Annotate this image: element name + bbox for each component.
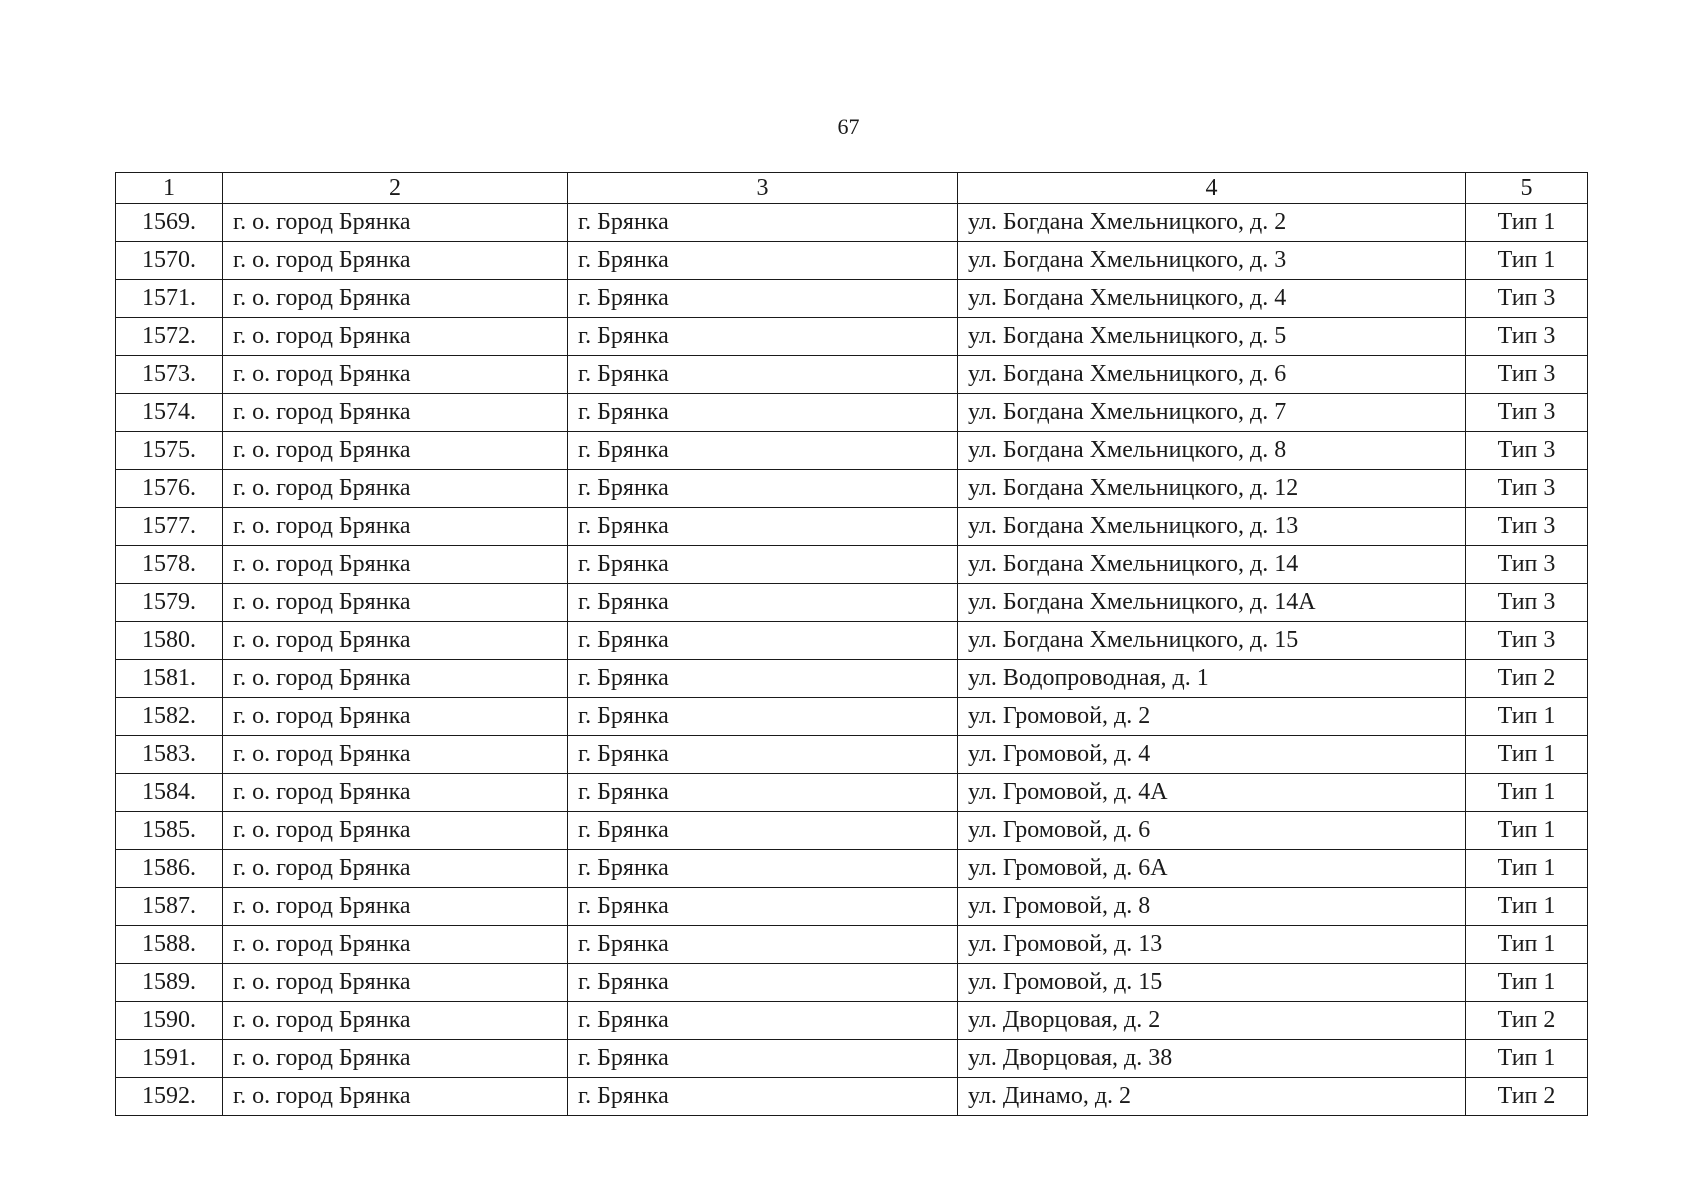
building-type-cell: Тип 3 xyxy=(1466,470,1588,508)
address-cell: ул. Богдана Хмельницкого, д. 14А xyxy=(958,584,1466,622)
municipality-cell: г. о. город Брянка xyxy=(223,584,568,622)
building-type-cell: Тип 1 xyxy=(1466,1040,1588,1078)
row-number-cell: 1586. xyxy=(116,850,223,888)
building-type-cell: Тип 1 xyxy=(1466,812,1588,850)
building-type-cell: Тип 3 xyxy=(1466,318,1588,356)
address-cell: ул. Богдана Хмельницкого, д. 8 xyxy=(958,432,1466,470)
settlement-cell: г. Брянка xyxy=(568,318,958,356)
header-row xyxy=(116,173,1588,204)
municipality-cell: г. о. город Брянка xyxy=(223,1002,568,1040)
row-number-cell: 1577. xyxy=(116,508,223,546)
municipality-cell: г. о. город Брянка xyxy=(223,318,568,356)
table-row xyxy=(116,850,1588,888)
table-row xyxy=(116,736,1588,774)
municipality-cell: г. о. город Брянка xyxy=(223,660,568,698)
settlement-cell: г. Брянка xyxy=(568,394,958,432)
table-header xyxy=(116,173,1588,204)
building-type-cell: Тип 3 xyxy=(1466,280,1588,318)
building-type-cell: Тип 1 xyxy=(1466,774,1588,812)
table-row xyxy=(116,812,1588,850)
header-col-5: 5 xyxy=(1466,173,1588,204)
settlement-cell: г. Брянка xyxy=(568,432,958,470)
table-row xyxy=(116,470,1588,508)
table-row xyxy=(116,698,1588,736)
table-row xyxy=(116,204,1588,242)
row-number-cell: 1582. xyxy=(116,698,223,736)
table-row xyxy=(116,926,1588,964)
table-row xyxy=(116,280,1588,318)
municipality-cell: г. о. город Брянка xyxy=(223,470,568,508)
settlement-cell: г. Брянка xyxy=(568,774,958,812)
settlement-cell: г. Брянка xyxy=(568,508,958,546)
building-type-cell: Тип 3 xyxy=(1466,546,1588,584)
address-cell: ул. Громовой, д. 6 xyxy=(958,812,1466,850)
row-number-cell: 1587. xyxy=(116,888,223,926)
row-number-cell: 1585. xyxy=(116,812,223,850)
address-cell: ул. Водопроводная, д. 1 xyxy=(958,660,1466,698)
address-cell: ул. Богдана Хмельницкого, д. 2 xyxy=(958,204,1466,242)
address-cell: ул. Дворцовая, д. 2 xyxy=(958,1002,1466,1040)
municipality-cell: г. о. город Брянка xyxy=(223,850,568,888)
settlement-cell: г. Брянка xyxy=(568,812,958,850)
municipality-cell: г. о. город Брянка xyxy=(223,964,568,1002)
row-number-cell: 1583. xyxy=(116,736,223,774)
address-cell: ул. Громовой, д. 4А xyxy=(958,774,1466,812)
address-cell: ул. Громовой, д. 6А xyxy=(958,850,1466,888)
municipality-cell: г. о. город Брянка xyxy=(223,622,568,660)
settlement-cell: г. Брянка xyxy=(568,1078,958,1116)
building-type-cell: Тип 1 xyxy=(1466,242,1588,280)
municipality-cell: г. о. город Брянка xyxy=(223,508,568,546)
address-cell: ул. Богдана Хмельницкого, д. 6 xyxy=(958,356,1466,394)
municipality-cell: г. о. город Брянка xyxy=(223,926,568,964)
row-number-cell: 1571. xyxy=(116,280,223,318)
building-type-cell: Тип 1 xyxy=(1466,736,1588,774)
header-col-2: 2 xyxy=(223,173,568,204)
settlement-cell: г. Брянка xyxy=(568,1040,958,1078)
building-type-cell: Тип 3 xyxy=(1466,508,1588,546)
table-row xyxy=(116,1002,1588,1040)
table-row xyxy=(116,546,1588,584)
row-number-cell: 1584. xyxy=(116,774,223,812)
municipality-cell: г. о. город Брянка xyxy=(223,356,568,394)
settlement-cell: г. Брянка xyxy=(568,698,958,736)
building-type-cell: Тип 1 xyxy=(1466,204,1588,242)
municipality-cell: г. о. город Брянка xyxy=(223,432,568,470)
municipality-cell: г. о. город Брянка xyxy=(223,394,568,432)
table-row xyxy=(116,508,1588,546)
row-number-cell: 1570. xyxy=(116,242,223,280)
row-number-cell: 1578. xyxy=(116,546,223,584)
table-row xyxy=(116,622,1588,660)
row-number-cell: 1572. xyxy=(116,318,223,356)
row-number-cell: 1591. xyxy=(116,1040,223,1078)
building-type-cell: Тип 1 xyxy=(1466,888,1588,926)
row-number-cell: 1580. xyxy=(116,622,223,660)
address-cell: ул. Богдана Хмельницкого, д. 12 xyxy=(958,470,1466,508)
municipality-cell: г. о. город Брянка xyxy=(223,888,568,926)
header-col-4: 4 xyxy=(958,173,1466,204)
row-number-cell: 1574. xyxy=(116,394,223,432)
settlement-cell: г. Брянка xyxy=(568,204,958,242)
address-cell: ул. Богдана Хмельницкого, д. 14 xyxy=(958,546,1466,584)
building-type-cell: Тип 1 xyxy=(1466,926,1588,964)
municipality-cell: г. о. город Брянка xyxy=(223,774,568,812)
table-row xyxy=(116,584,1588,622)
building-type-cell: Тип 3 xyxy=(1466,356,1588,394)
address-cell: ул. Громовой, д. 13 xyxy=(958,926,1466,964)
building-type-cell: Тип 3 xyxy=(1466,432,1588,470)
building-type-cell: Тип 3 xyxy=(1466,394,1588,432)
address-cell: ул. Богдана Хмельницкого, д. 7 xyxy=(958,394,1466,432)
settlement-cell: г. Брянка xyxy=(568,356,958,394)
table-row xyxy=(116,1040,1588,1078)
address-cell: ул. Громовой, д. 15 xyxy=(958,964,1466,1002)
municipality-cell: г. о. город Брянка xyxy=(223,736,568,774)
table-body xyxy=(116,204,1588,1116)
settlement-cell: г. Брянка xyxy=(568,888,958,926)
address-cell: ул. Богдана Хмельницкого, д. 5 xyxy=(958,318,1466,356)
municipality-cell: г. о. город Брянка xyxy=(223,698,568,736)
settlement-cell: г. Брянка xyxy=(568,660,958,698)
row-number-cell: 1579. xyxy=(116,584,223,622)
table-row xyxy=(116,432,1588,470)
address-cell: ул. Громовой, д. 8 xyxy=(958,888,1466,926)
address-cell: ул. Громовой, д. 4 xyxy=(958,736,1466,774)
table-row xyxy=(116,774,1588,812)
address-cell: ул. Богдана Хмельницкого, д. 15 xyxy=(958,622,1466,660)
municipality-cell: г. о. город Брянка xyxy=(223,280,568,318)
building-type-cell: Тип 1 xyxy=(1466,698,1588,736)
row-number-cell: 1581. xyxy=(116,660,223,698)
row-number-cell: 1588. xyxy=(116,926,223,964)
building-type-cell: Тип 3 xyxy=(1466,584,1588,622)
header-col-1: 1 xyxy=(116,173,223,204)
address-cell: ул. Динамо, д. 2 xyxy=(958,1078,1466,1116)
settlement-cell: г. Брянка xyxy=(568,470,958,508)
row-number-cell: 1590. xyxy=(116,1002,223,1040)
settlement-cell: г. Брянка xyxy=(568,546,958,584)
table-row xyxy=(116,318,1588,356)
municipality-cell: г. о. город Брянка xyxy=(223,242,568,280)
municipality-cell: г. о. город Брянка xyxy=(223,1078,568,1116)
settlement-cell: г. Брянка xyxy=(568,964,958,1002)
address-cell: ул. Громовой, д. 2 xyxy=(958,698,1466,736)
settlement-cell: г. Брянка xyxy=(568,280,958,318)
building-type-cell: Тип 2 xyxy=(1466,1002,1588,1040)
row-number-cell: 1592. xyxy=(116,1078,223,1116)
municipality-cell: г. о. город Брянка xyxy=(223,1040,568,1078)
page-number: 67 xyxy=(837,114,860,139)
municipality-cell: г. о. город Брянка xyxy=(223,546,568,584)
table-row xyxy=(116,888,1588,926)
settlement-cell: г. Брянка xyxy=(568,584,958,622)
row-number-cell: 1576. xyxy=(116,470,223,508)
settlement-cell: г. Брянка xyxy=(568,850,958,888)
settlement-cell: г. Брянка xyxy=(568,736,958,774)
settlement-cell: г. Брянка xyxy=(568,1002,958,1040)
address-cell: ул. Богдана Хмельницкого, д. 3 xyxy=(958,242,1466,280)
row-number-cell: 1569. xyxy=(116,204,223,242)
table-row xyxy=(116,242,1588,280)
row-number-cell: 1589. xyxy=(116,964,223,1002)
registry-table xyxy=(115,172,1588,1116)
header-col-3: 3 xyxy=(568,173,958,204)
table-row xyxy=(116,660,1588,698)
settlement-cell: г. Брянка xyxy=(568,242,958,280)
row-number-cell: 1575. xyxy=(116,432,223,470)
table-row xyxy=(116,356,1588,394)
address-cell: ул. Богдана Хмельницкого, д. 4 xyxy=(958,280,1466,318)
building-type-cell: Тип 3 xyxy=(1466,622,1588,660)
municipality-cell: г. о. город Брянка xyxy=(223,812,568,850)
table-row xyxy=(116,964,1588,1002)
settlement-cell: г. Брянка xyxy=(568,926,958,964)
table-row xyxy=(116,394,1588,432)
address-cell: ул. Дворцовая, д. 38 xyxy=(958,1040,1466,1078)
municipality-cell: г. о. город Брянка xyxy=(223,204,568,242)
table-row xyxy=(116,1078,1588,1116)
settlement-cell: г. Брянка xyxy=(568,622,958,660)
row-number-cell: 1573. xyxy=(116,356,223,394)
building-type-cell: Тип 2 xyxy=(1466,660,1588,698)
address-cell: ул. Богдана Хмельницкого, д. 13 xyxy=(958,508,1466,546)
building-type-cell: Тип 2 xyxy=(1466,1078,1588,1116)
building-type-cell: Тип 1 xyxy=(1466,850,1588,888)
building-type-cell: Тип 1 xyxy=(1466,964,1588,1002)
